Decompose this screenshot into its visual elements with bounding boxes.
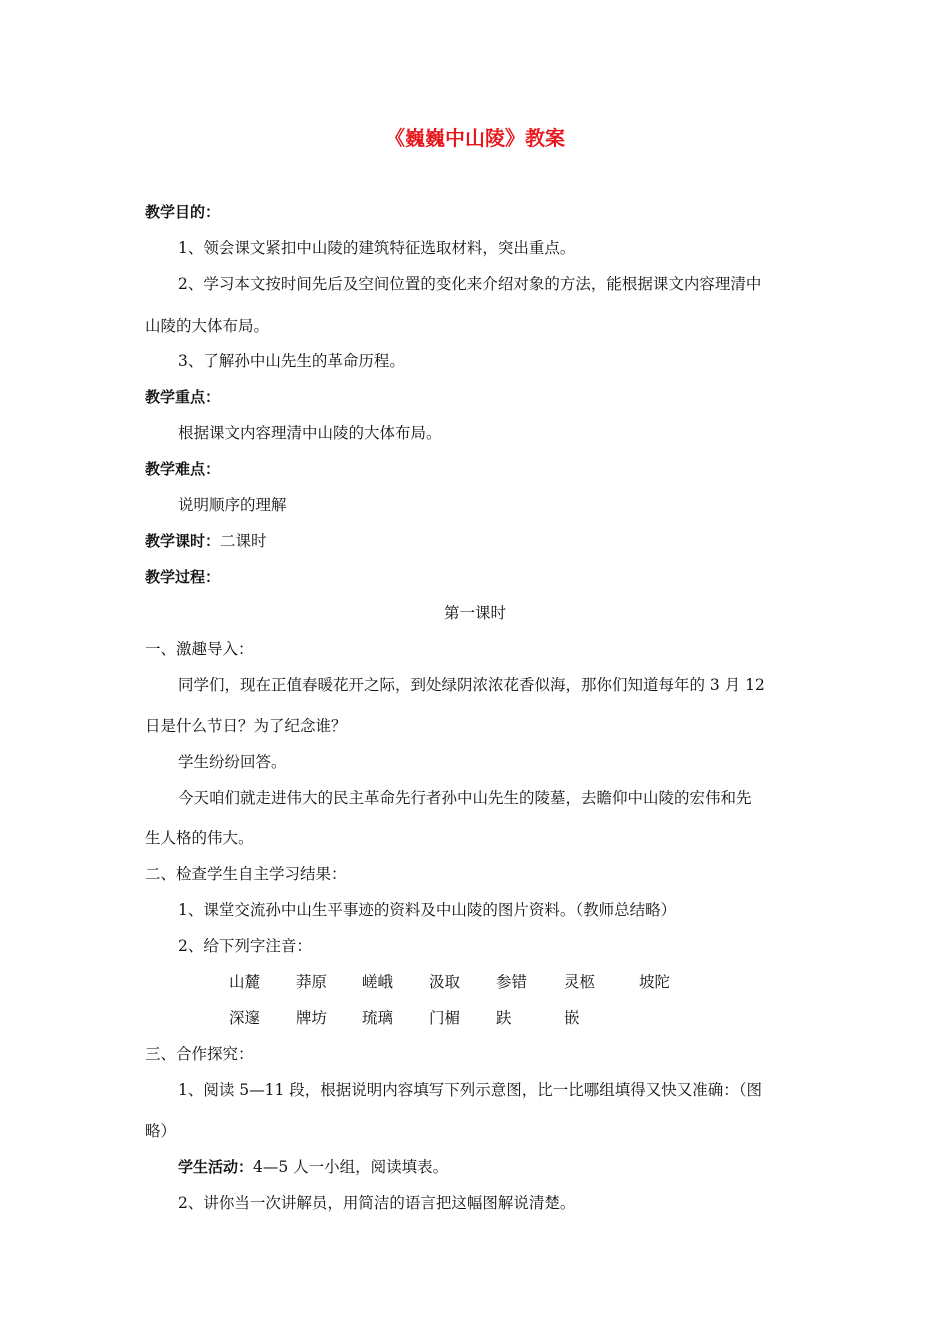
periods-value: 二课时: [220, 532, 267, 550]
student-activity-label: 学生活动：: [178, 1158, 254, 1176]
periods-line: [145, 529, 267, 553]
process-heading: 教学过程：: [145, 568, 221, 586]
phonetic-word: 门楣: [429, 1009, 461, 1027]
section-2-heading: 二、检查学生自主学习结果：: [145, 865, 347, 883]
section-3-heading: 三、合作探究：: [145, 1045, 254, 1063]
section-1-p1-line-1: 同学们，现在正值春暖花开之际，到处绿阴浓浓花香似海，那你们知道每年的 3 月 12: [178, 676, 765, 694]
section-2-item-2: 2、给下列字注音：: [178, 937, 312, 955]
section-1-heading: 一、激趣导入：: [145, 640, 254, 658]
phonetic-word: 牌坊: [296, 1009, 328, 1027]
section-2-item-1: 1、课堂交流孙中山生平事迹的资料及中山陵的图片资料。（教师总结略）: [178, 901, 677, 919]
first-period-label: 第一课时: [443, 604, 506, 622]
objective-item-1: 1、领会课文紧扣中山陵的建筑特征选取材料，突出重点。: [178, 239, 576, 257]
objective-item-2-line-2: 山陵的大体布局。: [145, 317, 270, 335]
objective-item-2-line-1: 2、学习本文按时间先后及空间位置的变化来介绍对象的方法，能根据课文内容理清中: [178, 275, 762, 293]
objective-item-3: 3、了解孙中山先生的革命历程。: [178, 352, 405, 370]
key-points-heading: 教学重点：: [145, 388, 221, 406]
section-1-p1-line-2: 日是什么节日？为了纪念谁？: [145, 717, 347, 735]
phonetic-word: 深邃: [229, 1009, 261, 1027]
phonetic-word: 趺: [496, 1009, 512, 1027]
phonetic-word: 灵柩: [564, 973, 596, 991]
phonetic-word: 琉璃: [362, 1009, 394, 1027]
periods-heading: 教学课时：: [145, 532, 221, 550]
difficulties-heading: 教学难点：: [145, 460, 221, 478]
section-1-p2: 学生纷纷回答。: [178, 753, 287, 771]
phonetic-word: 参错: [496, 973, 528, 991]
objectives-heading: 教学目的：: [145, 203, 221, 221]
section-1-p3-line-1: 今天咱们就走进伟大的民主革命先行者孙中山先生的陵墓，去瞻仰中山陵的宏伟和先: [178, 789, 752, 807]
phonetic-word: 坡陀: [639, 973, 671, 991]
phonetic-word: 嵌: [564, 1009, 580, 1027]
phonetic-word: 莽原: [296, 973, 328, 991]
student-activity-line: [178, 1155, 448, 1179]
difficulties-text: 说明顺序的理解: [178, 496, 287, 514]
section-1-p3-line-2: 生人格的伟大。: [145, 829, 254, 847]
section-3-item-1-line-1: 1、阅读 5—11 段，根据说明内容填写下列示意图，比一比哪组填得又快又准确：（图: [178, 1081, 763, 1099]
key-points-text: 根据课文内容理清中山陵的大体布局。: [178, 424, 442, 442]
phonetic-word: 嵯峨: [362, 973, 394, 991]
section-3-item-2: 2、讲你当一次讲解员，用简洁的语言把这幅图解说清楚。: [178, 1194, 576, 1212]
phonetic-word: 山麓: [229, 973, 261, 991]
phonetic-word: 汲取: [429, 973, 461, 991]
student-activity-text: 4—5 人一小组，阅读填表。: [253, 1158, 449, 1176]
section-3-item-1-line-2: 略）: [145, 1122, 177, 1140]
document-title: 《巍巍中山陵》教案: [385, 126, 565, 150]
